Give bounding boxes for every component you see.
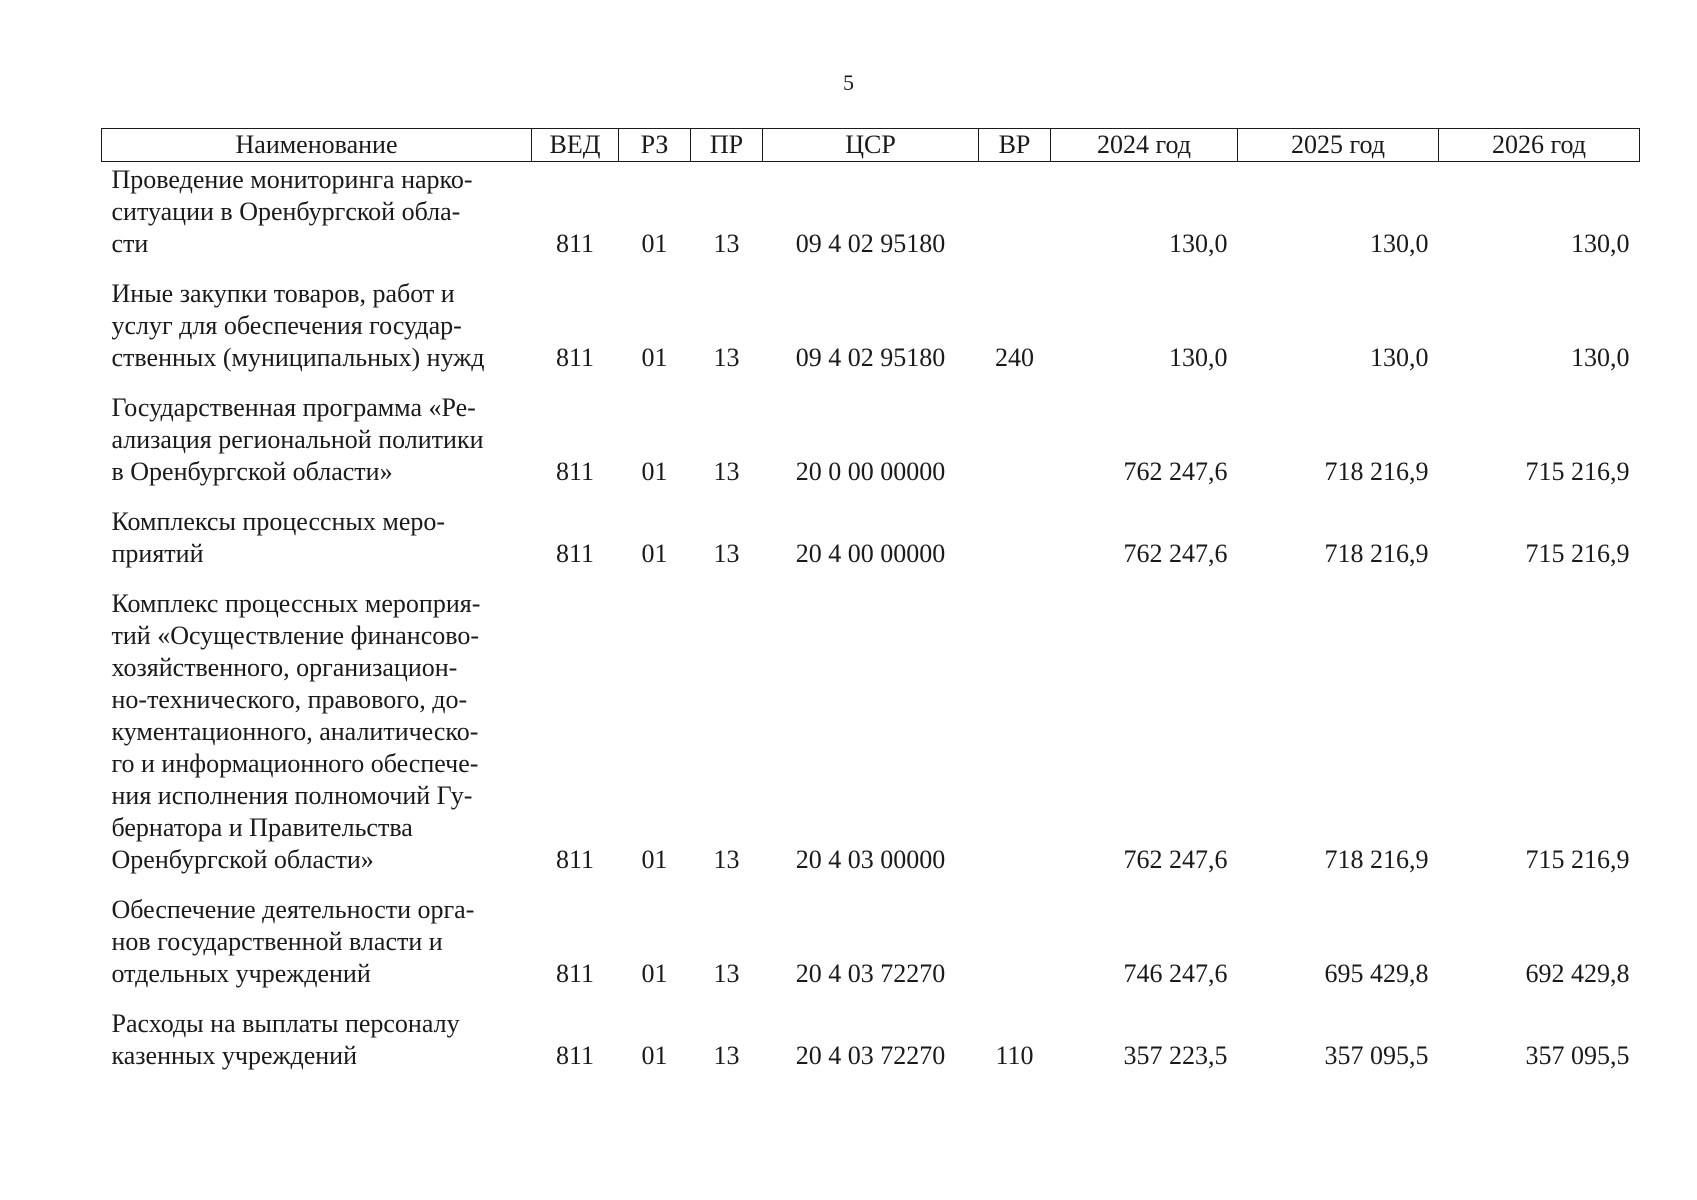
table-row (102, 488, 1640, 570)
name-line: ственных (муниципальных) нужд (111, 343, 485, 372)
name-line: кументационного, аналитическо- (111, 717, 479, 746)
table-body (102, 162, 1640, 1073)
cell-2024: 762 247,6 (1123, 457, 1228, 486)
name-line: отдельных учреждений (111, 959, 371, 988)
cell-csr: 09 4 02 95180 (795, 343, 946, 372)
cell-vr (979, 488, 1051, 570)
name-line: ситуации в Оренбургской обла- (111, 197, 461, 226)
cell-2024: 746 247,6 (1123, 959, 1228, 988)
cell-2025: 718 216,9 (1324, 539, 1429, 568)
cell-csr: 09 4 02 95180 (795, 229, 946, 258)
cell-rz: 01 (641, 343, 668, 372)
cell-vr (979, 374, 1051, 488)
cell-vr: 110 (995, 1041, 1034, 1070)
cell-vr (979, 570, 1051, 876)
cell-2025: 130,0 (1370, 343, 1429, 372)
cell-2026: 692 429,8 (1525, 959, 1630, 988)
name-line: хозяйственного, организацион- (111, 653, 458, 682)
cell-ved: 811 (555, 229, 595, 258)
header-pr: ПР (691, 129, 763, 162)
cell-name (102, 570, 532, 876)
header-2026: 2026 год (1439, 129, 1640, 162)
cell-2025: 718 216,9 (1324, 457, 1429, 486)
cell-csr: 20 4 03 72270 (795, 959, 946, 988)
table-row (102, 374, 1640, 488)
cell-ved: 811 (555, 959, 595, 988)
cell-2024: 357 223,5 (1123, 1041, 1228, 1070)
cell-rz: 01 (641, 457, 668, 486)
name-line: Комплексы процессных меро- (111, 507, 446, 536)
cell-csr: 20 4 03 00000 (795, 845, 946, 874)
header-ved: ВЕД (532, 129, 619, 162)
cell-2025: 695 429,8 (1324, 959, 1429, 988)
cell-csr: 20 4 03 72270 (795, 1041, 946, 1070)
cell-rz: 01 (641, 845, 668, 874)
cell-2025: 357 095,5 (1324, 1041, 1429, 1070)
cell-ved: 811 (555, 845, 595, 874)
cell-ved: 811 (555, 343, 595, 372)
cell-rz: 01 (641, 539, 668, 568)
cell-2026: 715 216,9 (1525, 457, 1630, 486)
cell-pr: 13 (713, 539, 740, 568)
table-row (102, 162, 1640, 261)
cell-2025: 130,0 (1370, 229, 1429, 258)
cell-2024: 130,0 (1169, 229, 1228, 258)
cell-name (102, 374, 532, 488)
cell-pr: 13 (713, 1041, 740, 1070)
name-line: казенных учреждений (111, 1041, 357, 1070)
cell-vr (979, 876, 1051, 990)
cell-2024: 762 247,6 (1123, 539, 1228, 568)
name-line: Проведение мониторинга нарко- (111, 165, 473, 194)
cell-pr: 13 (713, 959, 740, 988)
cell-name (102, 488, 532, 570)
name-line: бернатора и Правительства (111, 813, 413, 842)
name-line: Государственная программа «Ре- (111, 393, 476, 422)
table-header-row (102, 129, 1640, 162)
cell-2026: 130,0 (1571, 229, 1630, 258)
header-vr: ВР (979, 129, 1051, 162)
table-row (102, 260, 1640, 374)
table-row (102, 876, 1640, 990)
name-line: Иные закупки товаров, работ и (111, 279, 455, 308)
name-line: услуг для обеспечения государ- (111, 311, 462, 340)
name-line: ализация региональной политики (111, 425, 484, 454)
cell-ved: 811 (555, 539, 595, 568)
name-line: го и информационного обеспече- (111, 749, 479, 778)
cell-2026: 130,0 (1571, 343, 1630, 372)
header-2025: 2025 год (1238, 129, 1439, 162)
cell-2026: 715 216,9 (1525, 539, 1630, 568)
cell-rz: 01 (641, 959, 668, 988)
cell-rz: 01 (641, 229, 668, 258)
name-line: Оренбургской области» (111, 845, 374, 874)
cell-pr: 13 (713, 343, 740, 372)
header-name: Наименование (102, 129, 532, 162)
cell-name (102, 990, 532, 1072)
name-line: сти (111, 229, 149, 258)
cell-2025: 718 216,9 (1324, 845, 1429, 874)
cell-vr (979, 162, 1051, 261)
cell-csr: 20 0 00 00000 (795, 457, 946, 486)
budget-table (101, 128, 1640, 1072)
cell-ved: 811 (555, 457, 595, 486)
name-line: ния исполнения полномочий Гу- (111, 781, 473, 810)
cell-pr: 13 (713, 229, 740, 258)
cell-2026: 357 095,5 (1525, 1041, 1630, 1070)
table-row (102, 570, 1640, 876)
name-line: в Оренбургской области» (111, 457, 393, 486)
cell-2026: 715 216,9 (1525, 845, 1630, 874)
cell-name (102, 876, 532, 990)
name-line: но-технического, правового, до- (111, 685, 468, 714)
page-number: 5 (843, 70, 854, 95)
name-line: Обеспечение деятельности орга- (111, 895, 475, 924)
name-line: приятий (111, 539, 204, 568)
header-csr: ЦСР (763, 129, 979, 162)
name-line: нов государственной власти и (111, 927, 443, 956)
cell-name (102, 162, 532, 261)
cell-ved: 811 (555, 1041, 595, 1070)
header-rz: РЗ (619, 129, 691, 162)
cell-rz: 01 (641, 1041, 668, 1070)
name-line: тий «Осуществление финансово- (111, 621, 480, 650)
cell-2024: 130,0 (1169, 343, 1228, 372)
cell-name (102, 260, 532, 374)
cell-csr: 20 4 00 00000 (795, 539, 946, 568)
cell-2024: 762 247,6 (1123, 845, 1228, 874)
table-row (102, 990, 1640, 1072)
cell-pr: 13 (713, 457, 740, 486)
name-line: Расходы на выплаты персоналу (111, 1009, 460, 1038)
cell-vr: 240 (995, 343, 1034, 372)
cell-pr: 13 (713, 845, 740, 874)
header-2024: 2024 год (1051, 129, 1238, 162)
name-line: Комплекс процессных мероприя- (111, 589, 481, 618)
